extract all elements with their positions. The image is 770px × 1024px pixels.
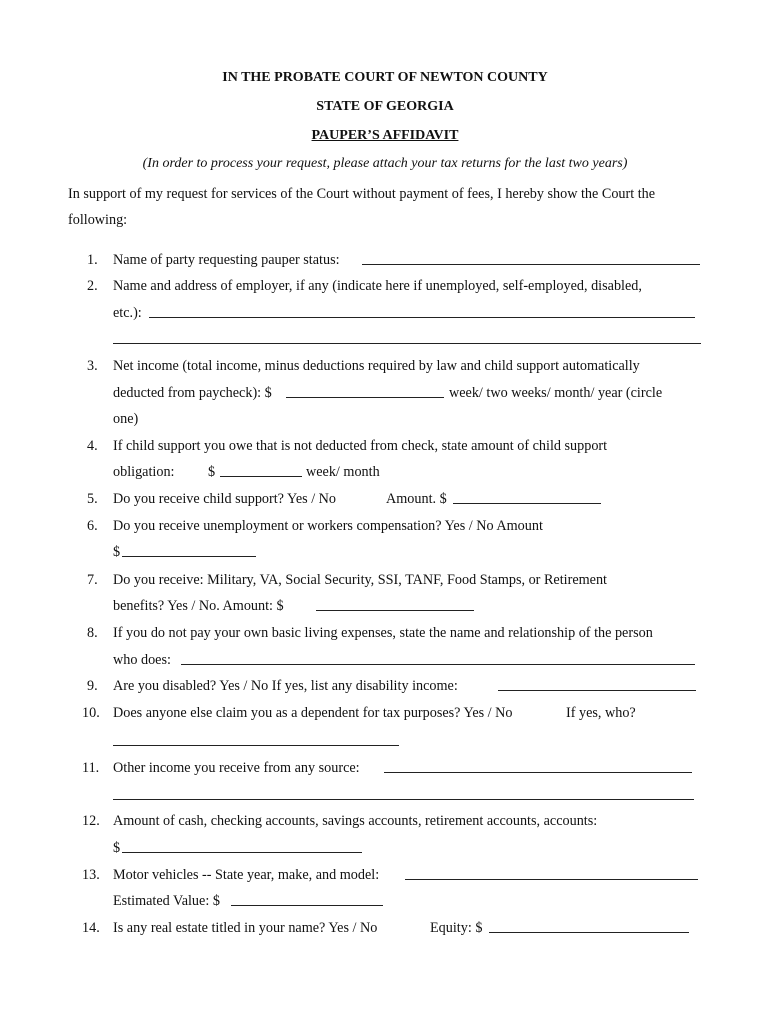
child-support-owed-field[interactable] <box>220 476 302 477</box>
equity-label: Equity: $ <box>430 920 483 936</box>
item-5-label: Do you receive child support? Yes / No <box>113 491 337 507</box>
intro-line-1: In support of my request for services of the Court without payment of fees, I hereby show the Court the <box>68 186 656 202</box>
item-2-label: Name and address of employer, if any (indicate here if unemployed, self-employed, disabled, <box>113 278 642 294</box>
item-4-label: If child support you owe that is not deducted from check, state amount of child support <box>113 438 608 454</box>
item-12-label: Amount of cash, checking accounts, savings accounts, retirement accounts, accounts: <box>113 813 598 829</box>
party-name-field[interactable] <box>362 264 700 265</box>
item-1-label: Name of party requesting pauper status: <box>113 252 340 268</box>
dependent-claimant-field[interactable] <box>113 745 399 746</box>
item-7-label-cont: benefits? Yes / No. Amount: $ <box>113 598 284 614</box>
net-income-field[interactable] <box>286 397 444 398</box>
item-number: 9. <box>87 678 98 694</box>
benefits-amount-field[interactable] <box>316 610 474 611</box>
dollar-sign: $ <box>113 544 121 560</box>
item-7-label: Do you receive: Military, VA, Social Security, SSI, TANF, Food Stamps, or Retirement <box>113 572 607 588</box>
item-3-label-end: one) <box>113 411 139 427</box>
item-2-label-cont: etc.): <box>113 305 142 321</box>
item-4-label-cont: obligation: <box>113 464 175 480</box>
period-options: week/ month <box>306 464 380 480</box>
other-income-field-line-2[interactable] <box>113 799 694 800</box>
who-label: If yes, who? <box>566 705 636 721</box>
child-support-received-field[interactable] <box>453 503 601 504</box>
item-6-label: Do you receive unemployment or workers compensation? Yes / No Amount <box>113 518 543 534</box>
item-number: 14. <box>82 920 100 936</box>
item-11-label: Other income you receive from any source: <box>113 760 360 776</box>
item-3-label-cont: deducted from paycheck): $ <box>113 385 272 401</box>
intro-line-2: following: <box>68 212 128 228</box>
item-number: 6. <box>87 518 98 534</box>
item-8-label-cont: who does: <box>113 652 171 668</box>
item-8-label: If you do not pay your own basic living expenses, state the name and relationship of the person <box>113 625 653 641</box>
item-number: 8. <box>87 625 98 641</box>
item-number: 1. <box>87 252 98 268</box>
income-period-options: week/ two weeks/ month/ year (circle <box>449 385 663 401</box>
item-number: 5. <box>87 491 98 507</box>
item-13-label: Motor vehicles -- State year, make, and model: <box>113 867 380 883</box>
state-heading: STATE OF GEORGIA <box>316 99 454 114</box>
disability-income-field[interactable] <box>498 690 696 691</box>
item-number: 11. <box>82 760 100 776</box>
accounts-amount-field[interactable] <box>122 852 362 853</box>
dollar-sign: $ <box>208 464 216 480</box>
item-14-label: Is any real estate titled in your name? Yes / No <box>113 920 378 936</box>
court-heading: IN THE PROBATE COURT OF NEWTON COUNTY <box>222 70 548 85</box>
equity-field[interactable] <box>489 932 689 933</box>
item-number: 7. <box>87 572 98 588</box>
item-3-label: Net income (total income, minus deductions required by law and child support automatically <box>113 358 640 374</box>
item-10-label: Does anyone else claim you as a dependent for tax purposes? Yes / No <box>113 705 513 721</box>
item-number: 4. <box>87 438 98 454</box>
item-number: 12. <box>82 813 100 829</box>
item-number: 3. <box>87 358 98 374</box>
item-number: 13. <box>82 867 100 883</box>
item-number: 10. <box>82 705 100 721</box>
instruction-note: (In order to process your request, please attach your tax returns for the last two years) <box>142 156 628 171</box>
amount-label: Amount. $ <box>386 491 447 507</box>
item-9-label: Are you disabled? Yes / No If yes, list any disability income: <box>113 678 458 694</box>
vehicles-field[interactable] <box>405 879 698 880</box>
employer-field-line-1[interactable] <box>149 317 695 318</box>
dollar-sign: $ <box>113 840 121 856</box>
employer-field-line-2[interactable] <box>113 343 701 344</box>
document-title: PAUPER’S AFFIDAVIT <box>311 128 459 143</box>
vehicle-value-field[interactable] <box>231 905 383 906</box>
supporter-field[interactable] <box>181 664 695 665</box>
estimated-value-label: Estimated Value: $ <box>113 893 220 909</box>
other-income-field-line-1[interactable] <box>384 772 692 773</box>
item-number: 2. <box>87 278 98 294</box>
unemployment-amount-field[interactable] <box>122 556 256 557</box>
